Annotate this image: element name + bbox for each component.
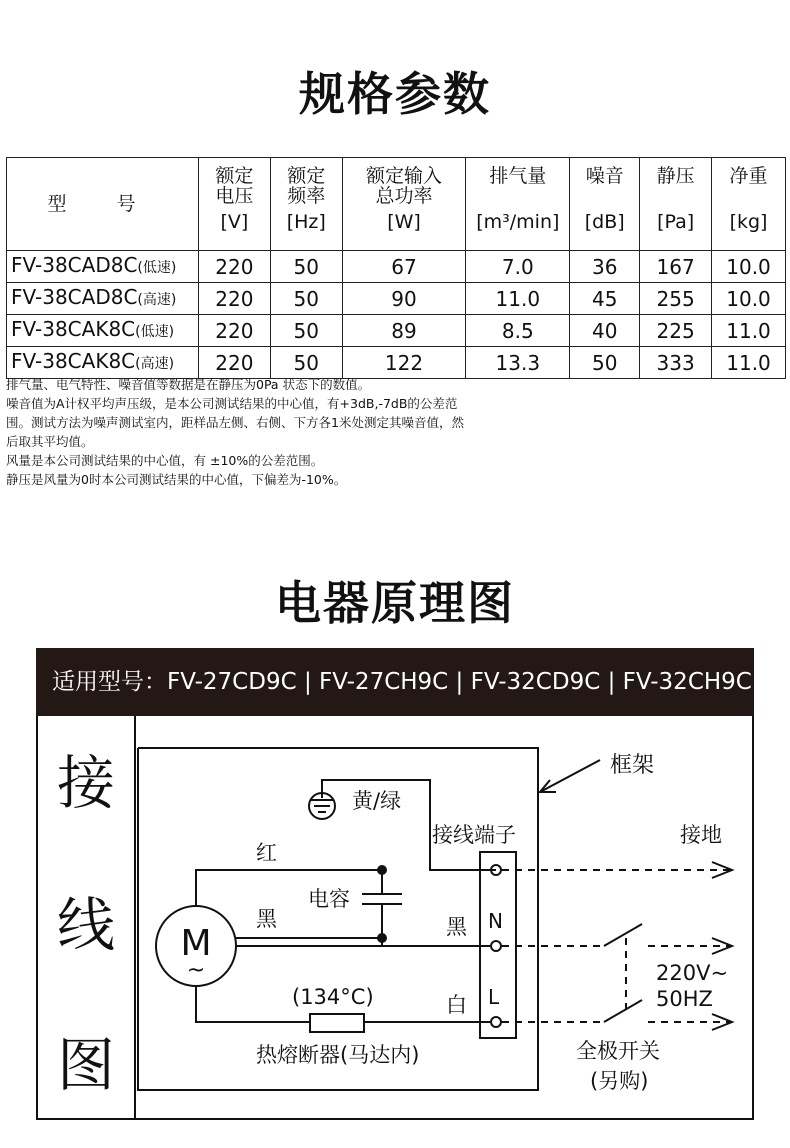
cell-model: FV-38CAK8C(低速) — [7, 315, 199, 347]
fuse-label: 热熔断器(马达内) — [256, 1043, 420, 1067]
diagram-title: 电器原理图 — [275, 576, 515, 630]
cell-voltage: 220 — [198, 283, 270, 315]
switch-note: (另购) — [590, 1069, 649, 1093]
cell-airflow: 13.3 — [466, 347, 570, 379]
terminal-label: 接线端子 — [432, 823, 516, 847]
side-char: 接 — [56, 749, 115, 817]
motor-ac-symbol: ~ — [186, 958, 206, 983]
black-label-2: 黑 — [446, 915, 467, 939]
note-line: 围。测试方法为噪声测试室内，距样品左侧、右侧、下方各1米处测定其噪音值，然 — [6, 415, 464, 430]
cell-weight: 10.0 — [712, 283, 786, 315]
cell-airflow: 7.0 — [466, 251, 570, 283]
cell-noise: 45 — [570, 283, 640, 315]
cell-airflow: 11.0 — [466, 283, 570, 315]
cell-frequency: 50 — [270, 251, 342, 283]
header-power: 额定输入 总功率 [W] — [342, 158, 466, 251]
terminal-n-label: N — [488, 909, 503, 933]
note-line: 静压是风量为0时本公司测试结果的中心值，下偏差为-10%。 — [6, 472, 347, 487]
note-line: 风量是本公司测试结果的中心值，有 ±10%的公差范围。 — [6, 453, 324, 468]
header-frequency: 额定 频率 [Hz] — [270, 158, 342, 251]
ground-wire-label: 黄/绿 — [352, 789, 402, 813]
cell-weight: 10.0 — [712, 251, 786, 283]
header-voltage: 额定 电压 [V] — [198, 158, 270, 251]
cell-frequency: 50 — [270, 315, 342, 347]
note-line: 排气量、电气特性、噪音值等数据是在静压为0Pa 状态下的数值。 — [6, 377, 371, 392]
cell-power: 122 — [342, 347, 466, 379]
header-airflow: 排气量 [m³/min] — [466, 158, 570, 251]
cell-frequency: 50 — [270, 283, 342, 315]
cell-model: FV-38CAD8C(低速) — [7, 251, 199, 283]
red-label: 红 — [256, 841, 277, 865]
cell-noise: 36 — [570, 251, 640, 283]
cell-weight: 11.0 — [712, 347, 786, 379]
header-pressure: 静压 [Pa] — [640, 158, 712, 251]
cell-noise: 40 — [570, 315, 640, 347]
capacitor-label: 电容 — [308, 887, 350, 911]
black-wire — [236, 932, 382, 938]
cell-voltage: 220 — [198, 315, 270, 347]
red-wire — [196, 870, 382, 906]
cell-model: FV-38CAK8C(高速) — [7, 347, 199, 379]
spec-title: 规格参数 — [299, 67, 491, 121]
supply-voltage: 220V~ — [656, 961, 729, 985]
earth-label: 接地 — [680, 823, 722, 847]
supply-frequency: 50HZ — [656, 987, 713, 1011]
header-model: 型 号 — [7, 158, 199, 251]
cell-power: 67 — [342, 251, 466, 283]
models-banner: 适用型号：FV-27CD9C | FV-27CH9C | FV-32CD9C | FV-32CH9C — [36, 648, 754, 716]
cell-pressure: 167 — [640, 251, 712, 283]
black-label-1: 黑 — [256, 907, 277, 931]
frame-arrow — [540, 760, 600, 792]
cell-voltage: 220 — [198, 347, 270, 379]
terminal-l-label: L — [488, 985, 500, 1009]
side-char: 线 — [56, 891, 115, 959]
switch-label: 全极开关 — [576, 1039, 660, 1063]
cell-weight: 11.0 — [712, 315, 786, 347]
switch-blade — [604, 924, 642, 946]
motor-label: M — [180, 923, 212, 964]
header-weight: 净重 [kg] — [712, 158, 786, 251]
white-label: 白 — [446, 993, 467, 1017]
cell-noise: 50 — [570, 347, 640, 379]
cell-power: 89 — [342, 315, 466, 347]
cell-airflow: 8.5 — [466, 315, 570, 347]
note-line: 后取其平均值。 — [6, 434, 94, 449]
cell-pressure: 225 — [640, 315, 712, 347]
frame-label: 框架 — [610, 753, 655, 778]
side-char: 图 — [56, 1031, 115, 1099]
frame-box — [138, 748, 538, 1090]
cell-model: FV-38CAD8C(高速) — [7, 283, 199, 315]
header-noise: 噪音 [dB] — [570, 158, 640, 251]
fuse-temp-label: (134°C) — [292, 985, 374, 1009]
cell-power: 90 — [342, 283, 466, 315]
cell-frequency: 50 — [270, 347, 342, 379]
cell-pressure: 333 — [640, 347, 712, 379]
thermal-fuse — [310, 1014, 364, 1032]
note-line: 噪音值为A计权平均声压级，是本公司测试结果的中心值，有+3dB,-7dB的公差范 — [6, 396, 458, 411]
cell-pressure: 255 — [640, 283, 712, 315]
cell-voltage: 220 — [198, 251, 270, 283]
